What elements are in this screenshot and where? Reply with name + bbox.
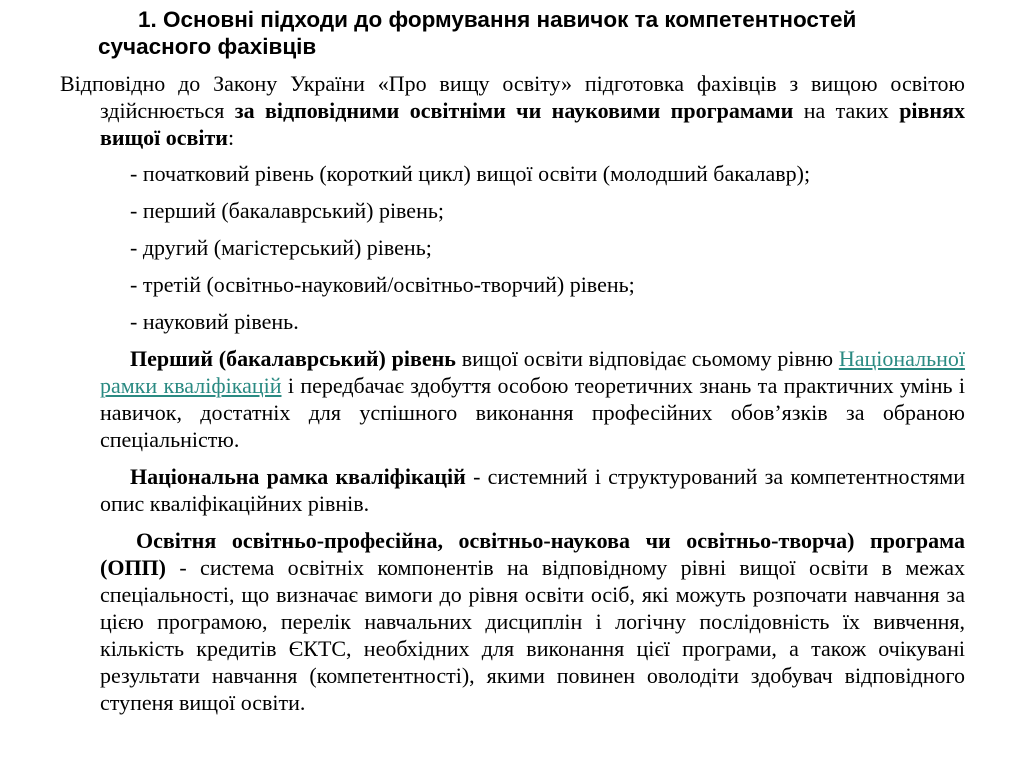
nqf-bold: Національна рамка кваліфікацій (130, 464, 466, 489)
nqf-text: - системний і структурований за компетентностями опис кваліфікаційних рівнів. (100, 464, 965, 516)
bachelor-text-2: і передбачає здобуття особою теоретичних знань та практичних умінь і навичок, достатніх для успішного виконання професійних обов’язків за обраною спеціальністю. (100, 373, 965, 452)
intro-bold-programs: за відповідними освітніми чи науковими програмами (234, 98, 794, 123)
nqf-paragraph (60, 463, 965, 517)
list-item: - третій (освітньо-науковий/освітньо-творчий) рівень; (130, 272, 635, 297)
bachelor-paragraph (60, 345, 965, 453)
page-title (98, 6, 978, 60)
bachelor-bold: Перший (бакалаврський) рівень (130, 346, 456, 371)
list-item: - перший (бакалаврський) рівень; (130, 198, 444, 223)
title-line-2: сучасного фахівців (98, 34, 317, 59)
list-item: - науковий рівень. (130, 309, 299, 334)
intro-text-3: : (227, 125, 235, 150)
intro-text-1: Відповідно до Закону України «Про вищу освіту» підготовка фахівців з вищою освітою здійснюється (60, 71, 965, 123)
title-line-1: 1. Основні підходи до формування навичок та компетентностей (138, 7, 857, 32)
document-body (60, 70, 965, 716)
intro-bold-levels: рівнях вищої освіти (100, 98, 965, 150)
program-bold: Освітня освітньо-професійна, освітньо-наукова чи освітньо-творча) програма (ОПП) (100, 528, 965, 580)
intro-text-2: на таких (793, 98, 900, 123)
list-item: - початковий рівень (короткий цикл) вищої освіти (молодший бакалавр); (130, 161, 811, 186)
list-item: - другий (магістерський) рівень; (130, 235, 432, 260)
nqf-link[interactable]: Національної рамки кваліфікацій (100, 346, 966, 398)
intro-paragraph (60, 70, 965, 151)
program-paragraph (60, 527, 965, 716)
bachelor-text-1: вищої освіти відповідає сьомому рівню (455, 346, 839, 371)
program-text: - система освітніх компонентів на відповідному рівні вищої освіти в межах спеціальності, що визначає вимоги до рівня освіти осіб, які можуть розпочати навчання за цією програмою, перелік навчальних дисциплін і логічну послідовність їх вивчення, кількість кредитів ЄКТС, необхідних для виконання цієї програми, а також очікувані результати навчання (компетентності), якими повинен оволодіти здобувач відповідного ступеня вищої освіти. (100, 555, 965, 715)
levels-list (60, 160, 965, 335)
